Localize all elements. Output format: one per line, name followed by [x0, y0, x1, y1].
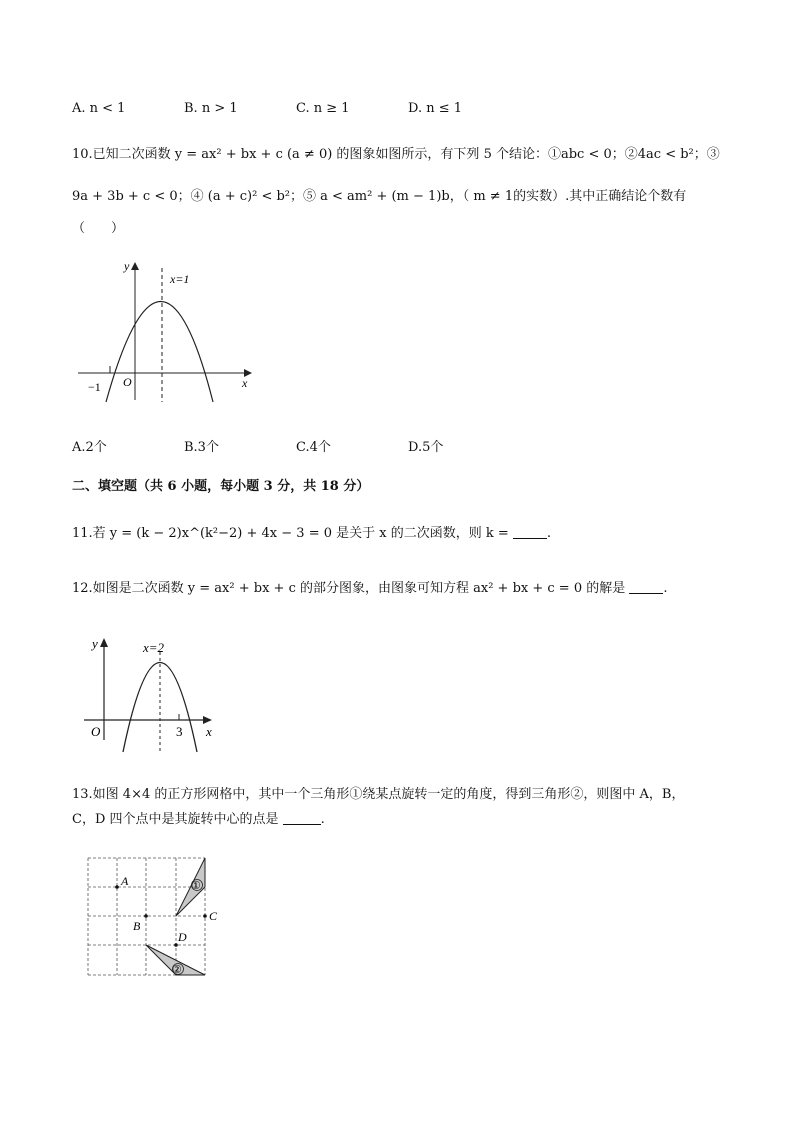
q13-label-a: A — [121, 874, 129, 888]
q13-end: . — [320, 812, 325, 827]
q12-answer-blank[interactable] — [629, 580, 663, 594]
q9-option-c: C. n ≥ 1 — [296, 101, 350, 116]
q11-end: . — [546, 526, 552, 541]
q9-option-a: A. n < 1 — [72, 101, 126, 116]
q10-label-minus1: −1 — [88, 380, 101, 394]
q10-stem-line3: （ ） — [72, 221, 125, 236]
q12-label-3: 3 — [176, 724, 183, 739]
q13-label-d: D — [178, 930, 187, 944]
q13-marker-2: ② — [172, 964, 182, 976]
q10-option-c: C.4个 — [296, 440, 331, 455]
section-heading: 二、填空题（共 6 小题，每小题 3 分，共 18 分） — [72, 479, 370, 494]
q10-stem-line2: 9a + 3b + c < 0；④ (a + c)² < b²；⑤ a < am² + (m − 1)b，（ m ≠ 1的实数）.其中正确结论个数有 — [72, 189, 687, 204]
q9-option-b: B. n > 1 — [184, 101, 238, 116]
q13-stem-line2 — [72, 811, 325, 829]
q11-stem — [72, 525, 551, 543]
q12-label-origin: O — [91, 724, 101, 739]
q13-grid-figure — [80, 852, 230, 984]
q10-option-a: A.2个 — [72, 440, 107, 455]
q12-end: . — [663, 581, 668, 596]
q13-answer-blank[interactable] — [283, 811, 321, 825]
q12-label-x: x — [206, 724, 212, 739]
q12-label-y: y — [92, 636, 98, 651]
q10-y-arrow — [131, 262, 139, 270]
q13-point-a — [115, 885, 119, 889]
q10-label-y: y — [124, 259, 130, 273]
q10-parabola-figure — [72, 256, 262, 406]
q11-answer-blank[interactable] — [513, 525, 547, 539]
q13-label-b: B — [133, 919, 141, 933]
q13-label-c: C — [209, 909, 218, 923]
q13-stem-line1: 13.如图 4×4 的正方形网格中，其中一个三角形①绕某点旋转一定的角度，得到三角形②，则图中 A，B， — [72, 787, 685, 802]
q12-y-arrow — [100, 638, 108, 647]
q10-label-x: x — [242, 376, 248, 390]
q10-option-d: D.5个 — [408, 440, 444, 455]
q10-label-symmetry: x=1 — [170, 272, 190, 286]
q12-stem — [72, 580, 668, 598]
q9-option-d: D. n ≤ 1 — [408, 101, 463, 116]
q13-text: C，D 四个点中是其旋转中心的点是 — [72, 812, 279, 827]
q12-text: 12.如图是二次函数 y = ax² + bx + c 的部分图象，由图象可知方程 ax² + bx + c = 0 的解是 — [72, 581, 626, 596]
q13-point-b — [144, 914, 148, 918]
q10-label-origin: O — [123, 375, 132, 389]
q11-text: 11.若 y = (k − 2)x^(k²−2) + 4x − 3 = 0 是关于 x 的二次函数，则 k = — [72, 526, 509, 541]
q12-x-arrow — [203, 716, 212, 724]
q13-marker-1: ① — [191, 880, 201, 892]
q10-stem-line1: 10.已知二次函数 y = ax² + bx + c (a ≠ 0) 的图象如图所示，有下列 5 个结论：①abc < 0；②4ac < b²；③ — [72, 147, 720, 162]
q13-point-c — [203, 914, 207, 918]
q12-label-symmetry: x=2 — [143, 640, 165, 655]
q12-parabola-figure — [80, 630, 230, 755]
q10-option-b: B.3个 — [184, 440, 219, 455]
